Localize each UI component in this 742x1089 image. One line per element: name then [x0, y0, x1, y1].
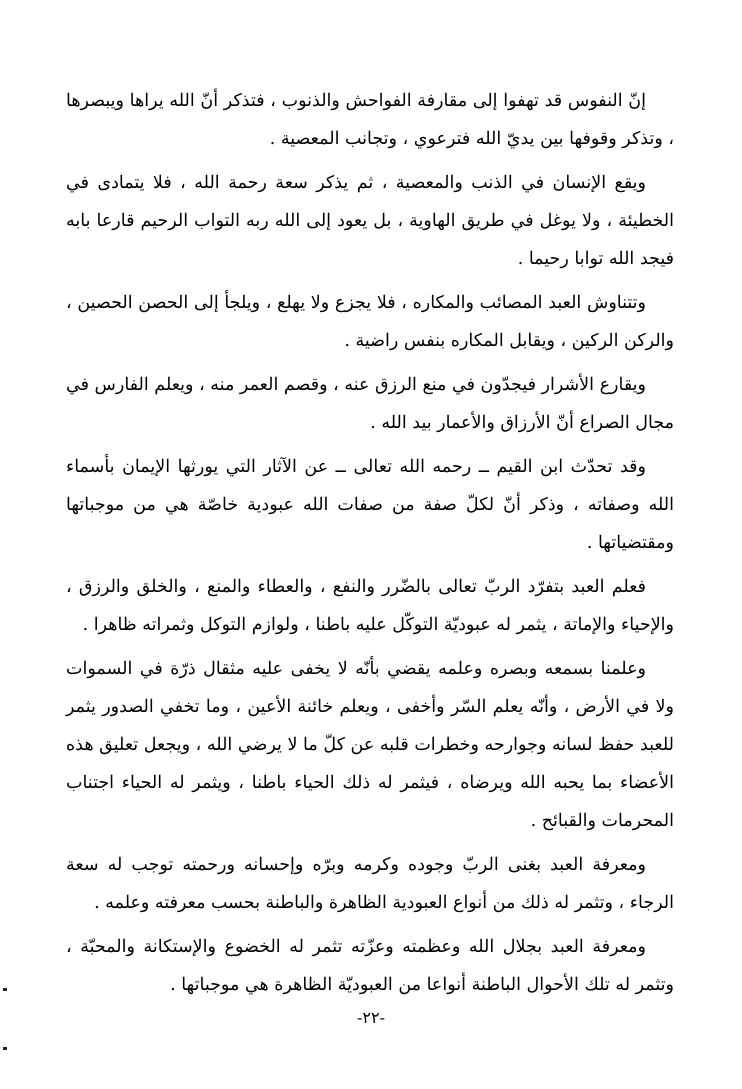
paragraph-3: وتتناوش العبد المصائب والمكاره ، فلا يجزع ولا يهلع ، ويلجأ إلى الحصن الحصين ، والركن الركين ، ويقابل المكاره بنفس راضية . [66, 293, 674, 351]
paragraph-7: وعلمنا بسمعه وبصره وعلمه يقضي بأنّه لا يخفى عليه مثقال ذرّة في السموات ولا في الأرض ، وأنّه يعلم السّر وأخفى ، ويعلم خائنة الأعين ، وما تخفي الصدور يثمر للعبد حفظ لسانه وجوارحه وخطرات قلبه عن كلّ ما لا يرضي الله ، ويجعل تعليق هذه الأعضاء بما يحبه الله ويرضاه ، فيثمر له ذلك الحياء باطنا ، ويثمر له الحياء اجتناب المحرمات والقبائح . [66, 659, 674, 831]
page-number: -٢٢- [357, 1008, 385, 1027]
paragraph-6: فعلم العبد بتفرّد الربّ تعالى بالضّرر والنفع ، والعطاء والمنع ، والخلق والرزق ، والإحياء والإماتة ، يثمر له عبوديّة التوكّل عليه باطنا ، ولوازم التوكل وثمراته ظاهرا . [66, 577, 674, 635]
paragraph-5: وقد تحدّث ابن القيم ــ رحمه الله تعالى ــ عن الآثار التي يورثها الإيمان بأسماء الله وصفاته ، وذكر أنّ لكلّ صفة من صفات الله عبودية خاصّة هي من موجباتها ومقتضياتها . [66, 457, 674, 553]
paragraph-1: إنّ النفوس قد تهفوا إلى مقارفة الفواحش والذنوب ، فتذكر أنّ الله يراها ويبصرها ، وتذكر وقوفها بين يديّ الله فترعوي ، وتجانب المعصية . [66, 91, 674, 149]
paragraph-9: ومعرفة العبد بجلال الله وعظمته وعزّته تثمر له الخضوع والإستكانة والمحبّة ، وتثمر له تلك الأحوال الباطنة أنواعا من العبوديّة الظاهرة هي موجباتها . [66, 937, 674, 995]
paragraph-4: ويقارع الأشرار فيجدّون في منع الرزق عنه ، وقصم العمر منه ، ويعلم الفارس في مجال الصراع أنّ الأرزاق والأعمار بيد الله . [66, 375, 674, 433]
paragraph-8: ومعرفة العبد بغنى الربّ وجوده وكرمه وبرّه وإحسانه ورحمته توجب له سعة الرجاء ، وتثمر له ذلك من أنواع العبودية الظاهرة والباطنة بحسب معرفته وعلمه . [66, 855, 674, 913]
paragraph-2: ويقع الإنسان في الذنب والمعصية ، ثم يذكر سعة رحمة الله ، فلا يتمادى في الخطيئة ، ولا يوغل في طريق الهاوية ، بل يعود إلى الله ربه التواب الرحيم قارعا بابه فيجد الله توابا رحيما . [66, 173, 674, 269]
scan-artifact-mark [3, 988, 7, 991]
body-text [66, 82, 674, 1010]
scan-artifact-mark [3, 1047, 7, 1050]
